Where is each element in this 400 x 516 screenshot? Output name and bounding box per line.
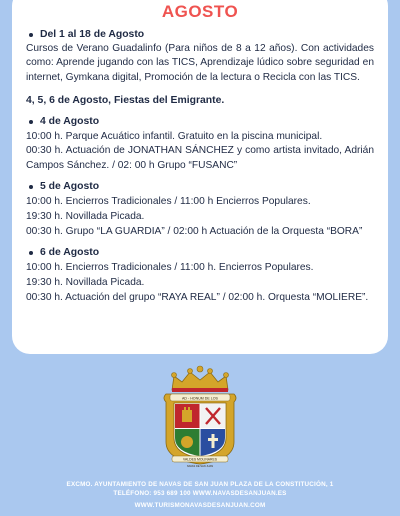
day-block-5: [26, 181, 374, 239]
event-line: 19:30 h. Novillada Picada.: [26, 211, 145, 223]
crown-icon: [172, 366, 229, 392]
event-line: 00:30 h. Grupo “LA GUARDIA” / 02:00 h Actuación de la Orquesta “BORA”: [26, 226, 363, 238]
event-line: 19:30 h. Novillada Picada.: [26, 277, 145, 289]
content-card: [12, 0, 388, 354]
footer-tourism-web: WWW.TURISMONAVASDESANJUAN.COM: [134, 502, 266, 509]
fiestas-heading: 4, 5, 6 de Agosto, Fiestas del Emigrante.: [26, 95, 225, 107]
banner-bottom-text: VALDES MOLINARES: [182, 457, 218, 462]
coat-of-arms-icon: [160, 364, 240, 468]
seal-text: NAVAS DE SAN JUAN: [186, 465, 214, 468]
event-line: 00:30 h. Actuación del grupo “RAYA REAL” / 02:00 h. Orquesta “MOLIERE”.: [26, 292, 369, 304]
day-block-4: [26, 116, 374, 173]
footer-phone-web: TELÉFONO: 953 689 100 WWW.NAVASDESANJUAN.ES: [113, 490, 287, 497]
month-title: AGOSTO: [161, 2, 239, 21]
summer-course-title: Del 1 al 18 de Agosto: [26, 29, 374, 40]
day-title: 4 de Agosto: [26, 116, 374, 127]
event-line: 00:30 h. Actuación de JONATHAN SÁNCHEZ y como artista invitado, Adrián Campos Sánchez. / 02: 00 h Grupo “FUSANC”: [26, 145, 374, 171]
event-line: 10:00 h. Encierros Tradicionales / 11:00 h. Encierros Populares.: [26, 262, 314, 274]
summer-course-description: Cursos de Verano Guadalinfo (Para niños de 8 a 12 años). Con actividades como: Aprende jugando con las TICS, Aprendizaje lúdico sobre seguridad en internet, Gymkana digital, Promoción de la lectura o Recicla con las TICS.: [26, 43, 374, 83]
banner-top-text: AD - HONUM DE LOS: [182, 396, 218, 401]
event-line: 10:00 h. Encierros Tradicionales / 11:00 h Encierros Populares.: [26, 196, 311, 208]
footer-address: EXCMO. AYUNTAMIENTO DE NAVAS DE SAN JUAN PLAZA DE LA CONSTITUCIÓN, 1: [66, 481, 334, 488]
day-block-6: [26, 247, 374, 305]
day-title: 5 de Agosto: [26, 181, 374, 192]
day-title: 6 de Agosto: [26, 247, 374, 258]
event-line: 10:00 h. Parque Acuático infantil. Gratuito en la piscina municipal.: [26, 131, 323, 143]
